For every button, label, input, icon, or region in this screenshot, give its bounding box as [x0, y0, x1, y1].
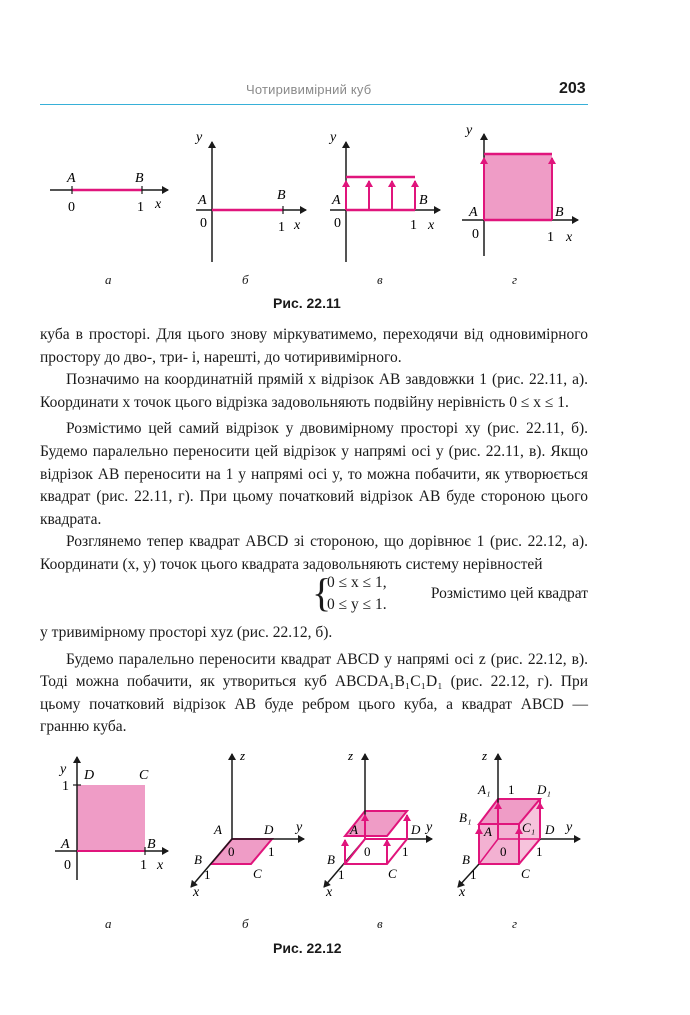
label-a1: A₁	[478, 782, 491, 797]
label-b: B	[277, 188, 286, 203]
label-one: 1	[140, 858, 147, 873]
paragraph: Розглянемо тепер квадрат ABCD зі стороною, що дорівнює 1 (рис. 22.12, а). Координати (x, y) точок цього квадрата задовольняють систему нерівностей	[40, 533, 588, 573]
inequality-system	[327, 572, 387, 616]
label-x: x	[294, 218, 301, 233]
figure-caption-22-12: Рис. 22.12	[273, 940, 342, 956]
body-text-top	[40, 324, 588, 577]
panel-label-c: в	[377, 916, 383, 931]
label-a: A	[61, 837, 70, 852]
label-zero: 0	[472, 227, 479, 242]
label-b: B	[147, 837, 156, 852]
figure-caption-22-11: Рис. 22.11	[273, 295, 341, 311]
label-one: 1	[338, 867, 345, 882]
label-y: y	[60, 762, 67, 777]
label-one: 1	[508, 782, 515, 797]
figure-22-12	[0, 740, 690, 915]
paragraph: Розмістимо цей самий відрізок у двовимірному просторі xy (рис. 22.11, б). Будемо паралельно переносити цей відрізок у напрямі осі y (рис. 22.11, в). Якщо відрізок AB переносити на 1 у напрямі осі y, то можна побачити, як утворюється квадрат (рис. 22.11, г). При цьому початковий відрізок AB буде стороною цього квадрата.	[40, 420, 588, 528]
system-line: 0 ≤ y ≤ 1.	[327, 596, 387, 613]
label-x: x	[157, 858, 164, 873]
label-one: 1	[402, 844, 409, 859]
label-c: C	[253, 866, 262, 881]
label-x: x	[193, 885, 200, 900]
label-c1: C₁	[522, 820, 536, 835]
label-zero: 0	[200, 216, 207, 231]
label-y: y	[196, 130, 203, 145]
label-one: 1	[268, 844, 275, 859]
label-one: 1	[278, 220, 285, 235]
label-one: 1	[470, 867, 477, 882]
fig-22-11-panel-c	[328, 130, 440, 262]
label-b1: B₁	[459, 810, 472, 825]
fig-22-12-panel-d	[458, 748, 580, 900]
square	[484, 154, 552, 220]
header-rule	[40, 104, 588, 105]
panel-label-c: в	[377, 272, 383, 287]
label-a: A	[350, 822, 358, 837]
label-z: z	[348, 748, 354, 763]
brace: {	[312, 570, 332, 615]
label-one: 1	[204, 867, 211, 882]
fig-22-11-panel-a	[50, 171, 168, 215]
label-y: y	[466, 123, 473, 138]
page-number: 203	[559, 80, 586, 97]
label-one: 1	[62, 779, 69, 794]
square-base	[211, 839, 272, 864]
label-x: x	[428, 218, 435, 233]
label-y: y	[330, 130, 337, 145]
label-b: B	[135, 171, 144, 186]
label-one: 1	[547, 230, 554, 245]
panel-label-a: а	[105, 272, 112, 287]
panel-label-b: б	[242, 916, 249, 931]
label-y: y	[566, 820, 573, 835]
panel-label-a: а	[105, 916, 112, 931]
label-a: A	[332, 193, 341, 208]
label-d: D	[411, 822, 421, 837]
running-title: Чотиривимірний куб	[246, 82, 372, 97]
fig-22-12-panel-a	[55, 757, 168, 880]
label-zero: 0	[334, 216, 341, 231]
label-zero: 0	[228, 844, 235, 859]
label-x: x	[326, 885, 333, 900]
label-b: B	[555, 205, 564, 220]
label-b: B	[327, 852, 335, 867]
label-d: D	[84, 768, 95, 783]
fig-22-12-panel-b	[191, 748, 304, 900]
label-a: A	[198, 193, 207, 208]
system-line: 0 ≤ x ≤ 1,	[327, 574, 387, 591]
label-x: x	[459, 885, 466, 900]
label-x: x	[566, 230, 573, 245]
label-b: B	[194, 852, 202, 867]
label-z: z	[482, 748, 488, 763]
label-d: D	[545, 822, 555, 837]
paragraph: у тривимірному просторі xyz (рис. 22.12, б).	[40, 624, 333, 641]
label-b: B	[419, 193, 428, 208]
label-a: A	[484, 824, 492, 839]
panel-label-d: г	[512, 272, 518, 287]
label-one: 1	[137, 200, 144, 215]
figure-22-11	[0, 120, 690, 320]
label-zero: 0	[68, 200, 75, 215]
label-zero: 0	[364, 844, 371, 859]
square	[77, 785, 145, 851]
base-square	[345, 839, 407, 864]
label-c: C	[139, 768, 149, 783]
panel-label-d: г	[512, 916, 518, 931]
label-y: y	[296, 820, 303, 835]
paragraph: куба в просторі. Для цього знову міркуватимемо, переходячи від одновимірного простору до дво-, три- і, нарешті, до чотиривимірного.	[40, 326, 588, 366]
label-b: B	[462, 852, 470, 867]
inequality-system-row	[40, 572, 588, 618]
fig-22-12-panel-c	[324, 748, 433, 900]
label-a: A	[469, 205, 478, 220]
label-zero: 0	[500, 844, 507, 859]
label-c: C	[521, 866, 530, 881]
label-x: x	[155, 197, 162, 212]
label-d1: D₁	[537, 782, 551, 797]
fig-22-11-panel-b	[194, 130, 306, 262]
panel-label-b: б	[242, 272, 249, 287]
label-one: 1	[410, 218, 417, 233]
label-d: D	[264, 822, 274, 837]
label-z: z	[240, 748, 246, 763]
label-one: 1	[536, 844, 543, 859]
paragraph: Позначимо на координатній прямій x відрізок AB завдовжки 1 (рис. 22.11, а). Координати x точок цього відрізка задовольняють подвійну нерівність 0 ≤ x ≤ 1.	[40, 371, 588, 411]
label-c: C	[388, 866, 397, 881]
body-text-bottom	[40, 622, 588, 739]
label-a: A	[67, 171, 76, 186]
running-head	[0, 80, 690, 110]
label-zero: 0	[64, 858, 71, 873]
fig-22-11-panel-d	[462, 123, 578, 256]
system-tail-text: Розмістимо цей квадрат	[430, 585, 588, 602]
label-a: A	[214, 822, 222, 837]
paragraph: Будемо паралельно переносити квадрат ABCD у напрямі осі z (рис. 22.12, в). Тоді можна побачити, як утвориться куб ABCDA₁B₁C₁D₁ (рис. 22.12, г). При цьому початковий відрізок AB буде ребром цього куба, а квадрат ABCD — гранню куба.	[40, 650, 588, 736]
label-y: y	[426, 820, 433, 835]
